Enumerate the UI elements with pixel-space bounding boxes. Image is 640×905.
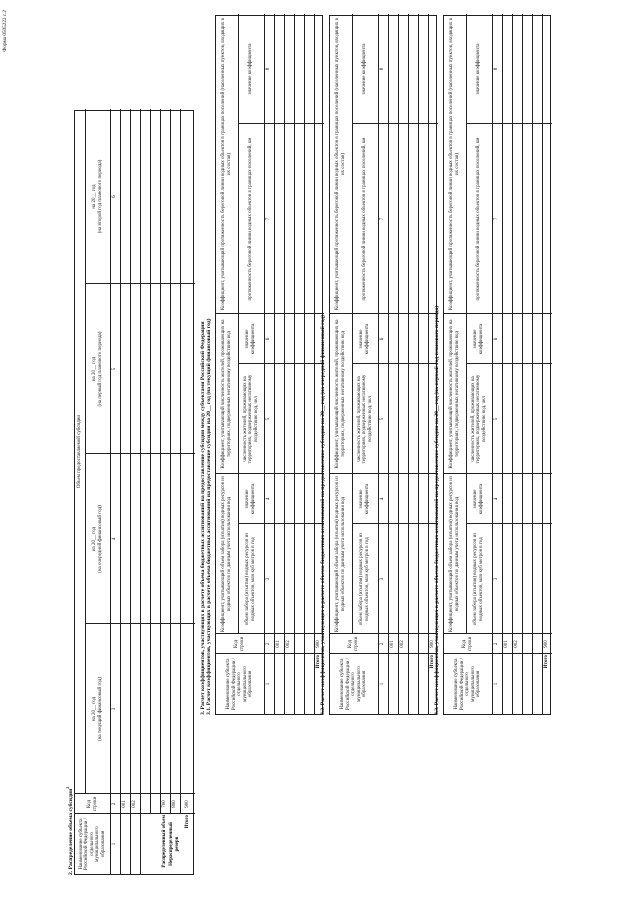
coef-num-4: 4 xyxy=(380,497,386,501)
coef-row-001: 001 xyxy=(390,640,396,648)
coef-num-4: 4 xyxy=(494,497,500,501)
coef-k3b: значение коэффициента xyxy=(476,43,482,95)
coef-k2-header: Коэффициент, учитывающий численность жителей, проживающих на территориях, подверженных негативному воздействию вод xyxy=(221,319,232,469)
coef-k1a: объем забора (изъятия) водных ресурсов из водных объектов, млн куб метров в год xyxy=(245,532,256,626)
coef-col-name: Наименование субъекта Российской Федерации / отдельного муниципального образования xyxy=(454,657,482,711)
col-volume-header: Объем предоставляемой субсидии xyxy=(77,414,83,489)
coef-num-2: 2 xyxy=(266,642,272,646)
coef-k2a: численность жителей, проживающих на территориях, подверженных негативному воздействию вод, чел xyxy=(356,374,373,464)
coef-num-5: 5 xyxy=(494,417,500,421)
coef-k2b: значение коэффициента xyxy=(473,323,484,355)
coef-total-code: 900 xyxy=(430,640,436,648)
row-code-001: 001 xyxy=(122,800,128,808)
coef-total-code: 900 xyxy=(316,640,322,648)
coef-total-code: 900 xyxy=(544,640,550,648)
total-label: Итого xyxy=(184,815,190,829)
coef-k2b: значение коэффициента xyxy=(245,323,256,355)
coef-row-002: 002 xyxy=(514,640,520,648)
coef-num-3: 3 xyxy=(266,577,272,581)
coef-table-2 xyxy=(329,15,437,715)
colnum-1: 1 xyxy=(112,842,118,846)
colnum-6: 6 xyxy=(112,195,118,198)
coef-col-code: Код строки xyxy=(462,636,473,652)
coef-k2-header: Коэффициент, учитывающий численность жителей, проживающих на территориях, подверженных негативному воздействию вод xyxy=(335,319,346,469)
coef-k3-header: Коэффициент, учитывающий протяженность береговой линии водных объектов в границах поселений (населенных пунктов, входящих в их состав) xyxy=(335,18,346,310)
coef-row-001: 001 xyxy=(276,640,282,648)
coef-table-1 xyxy=(215,15,323,715)
coef-table-1-title: 3.1. Расчет коэффициентов, участвующих в расчете объема бюджетных ассигнований на предоставление субсидии на 20__ год (на текущий финансовый год) xyxy=(206,318,212,715)
year1-sub: (на текущий финансовый год) xyxy=(97,677,103,741)
coef-num-7: 7 xyxy=(380,217,386,221)
coef-num-2: 2 xyxy=(380,642,386,646)
year4-label: на 20__ год xyxy=(91,184,97,209)
colnum-2: 2 xyxy=(112,802,118,806)
year3-label: на 20__ год xyxy=(91,356,97,382)
coef-k3b: значение коэффициента xyxy=(362,43,368,95)
coef-num-8: 8 xyxy=(380,67,386,71)
distributed-label: Распределенный объем xyxy=(162,815,168,868)
coef-num-3: 3 xyxy=(494,577,500,581)
coef-table-3-title: 3.3. Расчет коэффициентов, участвующих в расчете объема бюджетных ассигнований на предоставление субсидии на 20__ год (на первый год планового периода) xyxy=(434,305,440,715)
coef-col-name: Наименование субъекта Российской Федерации / отдельного муниципального образования xyxy=(226,657,254,711)
coef-row-001: 001 xyxy=(504,640,510,648)
coef-table-2-title: 3.2. Расчет коэффициентов, участвующих в расчете объема бюджетных ассигнований на предоставление субсидии на 20__ год (на очередной финансовый год) xyxy=(320,315,326,715)
total-code: 900 xyxy=(184,800,190,808)
coef-k2a: численность жителей, проживающих на территориях, подверженных негативному воздействию вод, чел xyxy=(242,374,259,464)
coef-k3b: значение коэффициента xyxy=(248,43,254,95)
coef-row-002: 002 xyxy=(286,640,292,648)
year3-header xyxy=(85,284,110,454)
coef-num-2: 2 xyxy=(494,642,500,646)
year4-header xyxy=(85,109,110,284)
coef-num-7: 7 xyxy=(494,217,500,221)
coef-k1a: объем забора (изъятия) водных ресурсов из водных объектов, млн куб метров в год xyxy=(359,532,370,626)
year2-header xyxy=(85,454,110,624)
coef-num-5: 5 xyxy=(266,417,272,421)
coef-col-code: Код строки xyxy=(348,636,359,652)
year2-sub: (на очередной финансовый год) xyxy=(97,505,103,573)
coef-total-label: Итого xyxy=(544,655,550,669)
coef-num-4: 4 xyxy=(266,497,272,501)
coef-num-5: 5 xyxy=(380,417,386,421)
coef-num-8: 8 xyxy=(266,67,272,71)
coef-total-label: Итого xyxy=(430,655,436,669)
coef-col-name: Наименование субъекта Российской Федерации / отдельного муниципального образования xyxy=(340,657,368,711)
col-name-header: Наименование субъекта Российской Федерации / отдельного муниципального образования xyxy=(78,817,106,871)
distributed-code: 700 xyxy=(162,800,168,808)
year1-label: на 20__ год xyxy=(91,696,97,722)
coef-num-7: 7 xyxy=(266,217,272,221)
undistributed-label: Нераспределенный резерв xyxy=(169,822,180,866)
colnum-4: 4 xyxy=(112,537,118,541)
colnum-5: 5 xyxy=(112,367,118,371)
coef-k1a: объем забора (изъятия) водных ресурсов из водных объектов, млн куб метров в год xyxy=(473,532,484,626)
coef-k1b: значение коэффициента xyxy=(473,483,484,515)
coef-total-label: Итого xyxy=(316,655,322,669)
colnum-3: 3 xyxy=(112,707,118,711)
coef-k3a: протяженность береговой линии водных объектов в границах поселений, км xyxy=(248,137,254,301)
row-code-002: 002 xyxy=(132,800,138,808)
coef-k1b: значение коэффициента xyxy=(359,483,370,515)
coef-col-code: Код строки xyxy=(234,636,245,652)
coef-num-6: 6 xyxy=(380,337,386,341)
coef-k2a: численность жителей, проживающих на территориях, подверженных негативному воздействию вод, чел xyxy=(470,374,487,464)
coef-num-8: 8 xyxy=(494,67,500,71)
coef-k1-header: Коэффициент, учитывающий объем забора (изъятия) водных ресурсов из водных объектов по данным учета использования вод xyxy=(335,476,346,632)
coef-row-002: 002 xyxy=(400,640,406,648)
coef-k1b: значение коэффициента xyxy=(245,483,256,515)
coef-num-1: 1 xyxy=(266,682,272,686)
coef-num-1: 1 xyxy=(494,682,500,686)
section3-title: 3. Расчет коэффициентов, участвующих в расчете объема бюджетных ассигнований на предоставление субсидии между субъектами Российской Федерации xyxy=(200,321,206,715)
undistributed-code: 800 xyxy=(172,800,178,808)
section2-footnote: 2 xyxy=(65,786,70,789)
coef-k3-header: Коэффициент, учитывающий протяженность береговой линии водных объектов в границах поселений (населенных пунктов, входящих в их состав) xyxy=(449,18,460,310)
year1-header xyxy=(85,624,110,794)
year2-label: на 20__ год xyxy=(91,526,97,552)
coef-num-3: 3 xyxy=(380,577,386,581)
coef-k3-header: Коэффициент, учитывающий протяженность береговой линии водных объектов в границах поселений (населенных пунктов, входящих в их состав) xyxy=(221,18,232,310)
coef-k1-header: Коэффициент, учитывающий объем забора (изъятия) водных ресурсов из водных объектов по данным учета использования вод xyxy=(221,476,232,632)
year3-sub: (на первый год планового периода) xyxy=(97,331,103,407)
distribution-table xyxy=(74,110,194,875)
coef-table-3 xyxy=(443,15,551,715)
form-ref: Форма 0505222 с.2 xyxy=(2,10,8,52)
coef-k1-header: Коэффициент, учитывающий объем забора (изъятия) водных ресурсов из водных объектов по данным учета использования вод xyxy=(449,476,460,632)
coef-num-1: 1 xyxy=(380,682,386,686)
coef-num-6: 6 xyxy=(494,337,500,341)
coef-k3a: протяженность береговой линии водных объектов в границах поселений, км xyxy=(476,137,482,301)
col-code-header: Код строки xyxy=(86,796,98,812)
year4-sub: (на второй год планового периода) xyxy=(97,159,103,234)
coef-k2-header: Коэффициент, учитывающий численность жителей, проживающих на территориях, подверженных негативному воздействию вод xyxy=(449,319,460,469)
coef-num-6: 6 xyxy=(266,337,272,341)
section2-title-text: 2. Распределение объема субсидии xyxy=(67,788,74,875)
coef-k3a: протяженность береговой линии водных объектов в границах поселений, км xyxy=(362,137,368,301)
coef-k2b: значение коэффициента xyxy=(359,323,370,355)
